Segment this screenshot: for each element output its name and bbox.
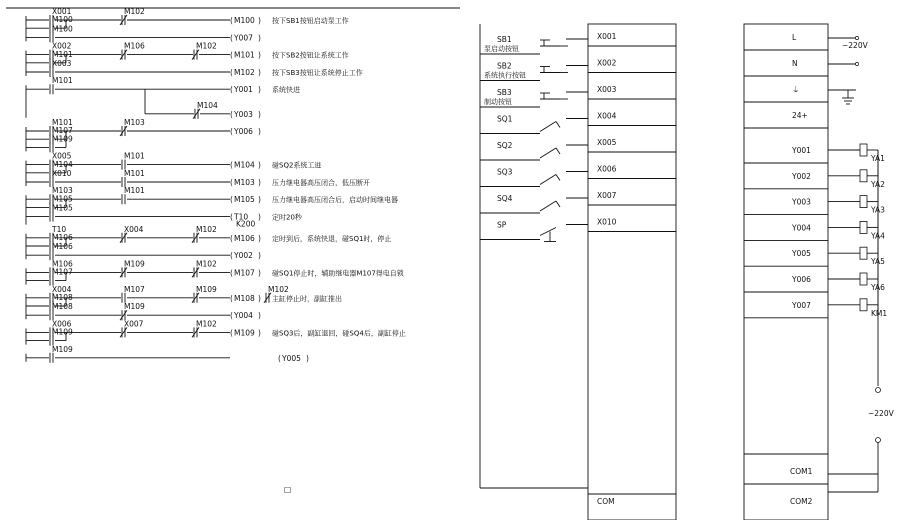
load-label: YA4 <box>871 231 885 241</box>
contact-label: M103 <box>52 186 73 196</box>
rung-note: 按下SB1按钮启动泵工作 <box>272 17 349 25</box>
contact-label: M102 <box>196 259 217 269</box>
rung-note: 碰SQ1停止时，辅助继电器M107得电自锁 <box>272 269 404 278</box>
coil-label: Y005 <box>282 353 301 363</box>
contact-label: M101 <box>52 49 73 59</box>
coil-paren: ) <box>258 50 261 60</box>
input-row <box>480 165 676 187</box>
contact-label: M109 <box>124 259 145 269</box>
coil-paren: ( <box>230 212 233 222</box>
output-terminal: Y003 <box>792 197 811 207</box>
coil-label: M105 <box>234 195 255 205</box>
coil-paren: ( <box>230 85 233 95</box>
limit-arm <box>556 175 560 181</box>
contact-label: M109 <box>52 327 73 337</box>
coil-label: Y001 <box>234 85 253 95</box>
coil-paren: ) <box>258 16 261 25</box>
limit-arm <box>556 148 560 154</box>
input-block-frame <box>588 24 676 520</box>
input-terminal: X004 <box>597 111 617 121</box>
contact-label: X002 <box>52 41 72 51</box>
contact-label: M104 <box>197 100 218 110</box>
coil-paren: ) <box>258 212 261 222</box>
coil-paren: ) <box>306 353 309 363</box>
contact-label: M101 <box>124 186 145 196</box>
power-terminal-row <box>744 33 869 50</box>
coil-paren: ) <box>258 160 261 170</box>
coil-label: Y004 <box>234 311 253 321</box>
coil-paren: ( <box>230 127 233 136</box>
contact-label: M107 <box>124 284 145 294</box>
contact-label: M108 <box>52 302 73 312</box>
rung-note: 压力继电器高压闭合后，启动时间继电器 <box>272 196 398 205</box>
contact-label: M109 <box>52 344 73 354</box>
input-terminal: X002 <box>597 58 617 68</box>
input-device-name: SQ3 <box>497 167 513 177</box>
contact-label: X003 <box>52 59 72 68</box>
limit-arm <box>556 201 560 207</box>
power-terminal: 24+ <box>792 111 808 120</box>
coil-paren: ( <box>230 328 233 338</box>
coil-label: M102 <box>234 68 255 77</box>
contact-label: M100 <box>52 24 73 34</box>
coil-label: M108 <box>234 293 255 303</box>
contact-label: M101 <box>52 118 73 127</box>
power-terminal: L <box>792 33 797 42</box>
coil-paren: ) <box>258 85 261 95</box>
input-row <box>480 191 676 213</box>
solenoid-coil <box>860 247 867 259</box>
output-row <box>744 273 885 292</box>
limit-arm <box>556 122 560 128</box>
load-label: YA6 <box>871 283 885 292</box>
pressure-arm <box>540 228 556 236</box>
input-row <box>480 112 676 134</box>
coil-label: M100 <box>234 16 255 25</box>
input-com-terminal: COM <box>597 497 615 506</box>
contact-label: M106 <box>52 259 73 269</box>
coil-paren: ( <box>230 233 233 243</box>
rung-note: 系统快进 <box>272 86 300 95</box>
coil-paren: ( <box>230 195 233 205</box>
rung-note: 定时到后，系统快退，碰SQ1时，停止 <box>272 234 392 243</box>
coil-label: M107 <box>234 268 255 278</box>
coil-paren: ) <box>258 68 261 77</box>
coil-label: Y002 <box>234 251 253 261</box>
contact-label: M109 <box>124 302 145 312</box>
coil-label: Y007 <box>234 33 253 43</box>
output-row <box>744 196 885 215</box>
coil-paren: ) <box>258 109 261 119</box>
contact-label: M106 <box>52 242 73 252</box>
contact-label: M107 <box>52 126 73 136</box>
input-terminal: X001 <box>597 32 617 41</box>
coil-paren: ( <box>230 109 233 119</box>
limit-arm <box>540 175 556 185</box>
com2-terminal: COM2 <box>790 497 813 506</box>
contact-label: X006 <box>52 319 72 329</box>
coil-paren: ) <box>258 311 261 321</box>
load-label: YA1 <box>871 154 885 163</box>
input-terminal: X003 <box>597 85 617 94</box>
contact-label: M105 <box>52 194 73 204</box>
rung-note: 定时20秒 <box>272 213 302 222</box>
coil-label: M104 <box>234 160 255 170</box>
output-terminal: Y001 <box>792 146 811 155</box>
output-terminal: Y004 <box>792 223 811 233</box>
contact-label: X004 <box>124 224 144 234</box>
limit-arm <box>540 148 556 158</box>
input-terminal: X007 <box>597 191 617 200</box>
coil-paren: ( <box>230 268 233 278</box>
terminal-point <box>855 36 858 39</box>
com1-terminal: COM1 <box>790 467 813 476</box>
contact-label: M100 <box>52 15 73 25</box>
solenoid-coil <box>860 299 867 311</box>
contact-label: X010 <box>52 169 72 178</box>
limit-arm <box>540 122 556 132</box>
coil-paren: ( <box>278 353 281 363</box>
coil-paren: ( <box>230 50 233 60</box>
coil-paren: ) <box>258 268 261 278</box>
limit-arm <box>540 201 556 211</box>
input-terminal: X005 <box>597 138 617 147</box>
output-row <box>744 221 885 240</box>
output-terminal: Y006 <box>792 275 811 284</box>
coil-paren: ( <box>230 293 233 303</box>
output-row <box>744 144 885 163</box>
output-row <box>744 299 887 318</box>
output-supply-label: ~220V <box>868 409 894 418</box>
note-mark: □ <box>284 485 292 494</box>
coil-paren: ) <box>258 293 261 303</box>
solenoid-coil <box>860 221 867 233</box>
rung-note: 按下SB3按钮让系统停止工作 <box>272 69 363 77</box>
input-row <box>480 218 676 242</box>
coil-paren: ( <box>230 311 233 321</box>
contact-label: M109 <box>52 134 73 144</box>
coil-paren: ) <box>258 328 261 338</box>
output-terminal: Y002 <box>792 171 811 181</box>
coil-paren: ( <box>230 68 233 77</box>
solenoid-coil <box>860 196 867 208</box>
output-block-frame <box>744 24 828 520</box>
power-terminal: ⏚ <box>792 85 800 94</box>
terminal-point <box>855 62 858 65</box>
input-row <box>480 85 676 107</box>
load-label: YA3 <box>871 205 885 215</box>
rung-note: 压力继电器高压闭合，低压断开 <box>272 179 370 187</box>
contact-label: T10 <box>52 224 67 234</box>
coil-paren: ( <box>230 178 233 187</box>
power-terminal-row <box>744 59 856 76</box>
contact-label: M105 <box>52 203 73 213</box>
power-terminal-row <box>744 111 828 128</box>
coil-paren: ) <box>258 33 261 43</box>
contact-label: X007 <box>124 319 144 329</box>
contact-label: M103 <box>124 118 145 127</box>
contact-label: M102 <box>196 224 217 234</box>
coil-paren: ( <box>230 160 233 170</box>
contact-label: M109 <box>196 284 217 294</box>
rung-note: 按下SB2按钮让系统工作 <box>272 51 349 60</box>
input-device-name: SB3 <box>497 88 512 97</box>
rung-note: 碰SQ3后，副缸退回，碰SQ4后，副缸停止 <box>272 329 406 338</box>
contact-label: M106 <box>124 41 145 51</box>
rung-note: 主缸停止时，副缸推出 <box>272 294 342 303</box>
coil-label: M109 <box>234 328 255 338</box>
input-row <box>480 138 676 160</box>
input-row <box>480 32 676 54</box>
input-terminal: X006 <box>597 164 617 174</box>
input-device-name: SQ4 <box>497 194 513 203</box>
solenoid-coil <box>860 144 867 156</box>
supply-terminal <box>876 388 881 393</box>
input-device-desc: 系统执行按钮 <box>484 71 526 80</box>
input-device-name: SQ2 <box>497 141 513 150</box>
contact-label: M107 <box>52 267 73 277</box>
input-device-name: SB1 <box>497 35 512 44</box>
coil-paren: ) <box>258 178 261 187</box>
input-device-name: SB2 <box>497 61 512 71</box>
coil-label: Y003 <box>234 109 253 119</box>
contact-label: M106 <box>52 233 73 242</box>
coil-paren: ( <box>230 33 233 43</box>
input-device-name: SP <box>497 220 507 230</box>
output-terminal: Y005 <box>792 249 811 259</box>
coil-paren: ( <box>230 251 233 261</box>
coil-paren: ) <box>258 127 261 136</box>
input-terminal: X010 <box>597 217 617 227</box>
coil-paren: ( <box>230 16 233 25</box>
output-row <box>744 170 885 189</box>
contact-label: M102 <box>268 284 289 294</box>
contact-label: M108 <box>52 293 73 302</box>
solenoid-coil <box>860 273 867 285</box>
contact-label: X001 <box>52 7 72 16</box>
contact-label: M102 <box>196 319 217 329</box>
supply-terminal <box>876 438 881 443</box>
input-device-desc: 制动按钮 <box>484 98 512 106</box>
output-terminal: Y007 <box>792 300 811 310</box>
input-device-desc: 泵启动按钮 <box>484 45 519 53</box>
contact-label: M102 <box>196 41 217 51</box>
load-label: YA2 <box>871 179 885 189</box>
coil-paren: ) <box>258 195 261 205</box>
output-row <box>744 247 885 266</box>
coil-label: M101 <box>234 50 255 60</box>
contact-label: M101 <box>124 151 145 161</box>
supply-label: ~220V <box>842 41 868 50</box>
timer-constant: K200 <box>236 219 256 229</box>
coil-paren: ) <box>258 251 261 261</box>
contact-label: M101 <box>52 76 73 86</box>
contact-label: X004 <box>52 284 72 294</box>
coil-label: T10 <box>234 212 249 222</box>
coil-label: M103 <box>234 178 255 187</box>
solenoid-coil <box>860 170 867 182</box>
coil-label: M106 <box>234 233 255 243</box>
coil-label: Y006 <box>234 127 253 136</box>
contact-label: M104 <box>52 159 73 169</box>
rung-note: 碰SQ2系统工进 <box>272 161 322 170</box>
plc-output-block <box>744 24 828 520</box>
power-terminal-row <box>744 85 856 102</box>
contact-label: M101 <box>124 169 145 178</box>
input-device-name: SQ1 <box>497 114 513 124</box>
load-label: YA5 <box>871 257 885 267</box>
input-row <box>480 59 676 81</box>
load-label: KM1 <box>871 308 888 318</box>
contact-label: X005 <box>52 151 72 161</box>
power-terminal: N <box>792 59 798 68</box>
contact-label: M102 <box>124 7 145 16</box>
coil-paren: ) <box>258 233 261 243</box>
